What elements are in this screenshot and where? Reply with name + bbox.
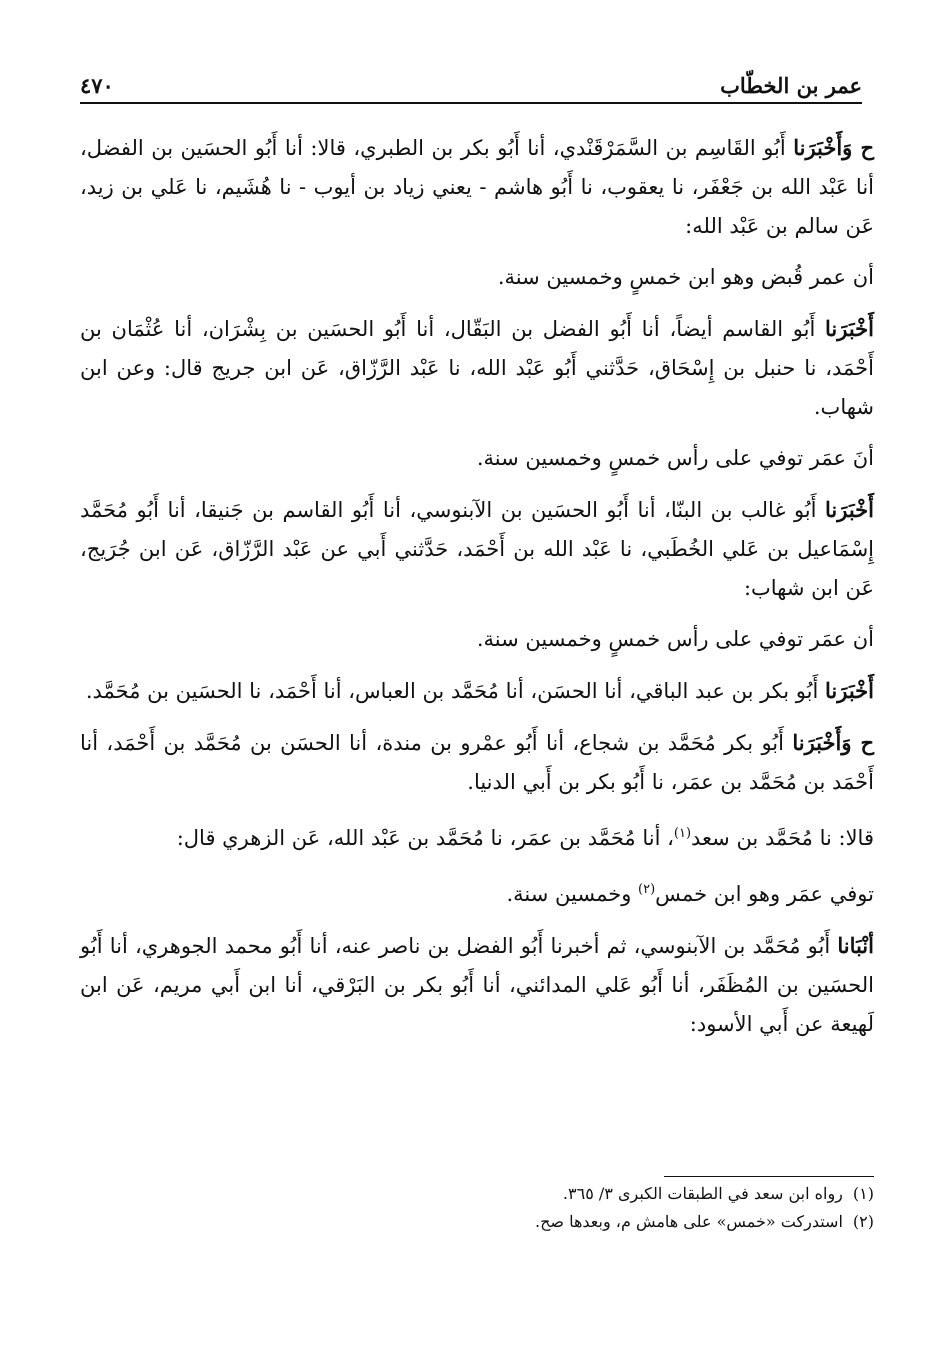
paragraph-text: قالا: نا مُحَمَّد بن سعد bbox=[691, 826, 874, 850]
paragraph bbox=[80, 870, 874, 914]
paragraph bbox=[80, 723, 874, 802]
main-text bbox=[80, 128, 874, 1056]
footnote-text: استدركت «خمس» على هامش م، وبعدها صح. bbox=[535, 1212, 843, 1231]
paragraph bbox=[80, 128, 874, 246]
footnote-divider bbox=[664, 1176, 874, 1177]
paragraph-text: أَبُو بكر مُحَمَّد بن شجاع، أنا أَبُو عمْرو بن مندة، أنا الحسَن بن مُحَمَّد بن أَحْمَد، أنا أَحْمَد بن مُحَمَّد بن عمَر، نا أَبُو بكر بن أَبي الدنيا. bbox=[80, 731, 874, 794]
paragraph-text: وخمسين سنة. bbox=[506, 882, 639, 906]
paragraph bbox=[80, 814, 874, 858]
paragraph bbox=[80, 620, 874, 659]
footnote-number: (١) bbox=[852, 1184, 874, 1203]
footnote-number: (٢) bbox=[852, 1212, 874, 1231]
paragraph-text: أن عمَر توفي على رأس خمسٍ وخمسين سنة. bbox=[476, 627, 874, 651]
paragraph-text: أَبُو بكر بن عبد الباقي، أنا الحسَن، أنا مُحَمَّد بن العباس، أنا أَحْمَد، نا الحسَين بن مُحَمَّد. bbox=[85, 679, 826, 703]
paragraph-text: توفي عمَر وهو ابن خمس bbox=[655, 882, 874, 906]
running-title: عمر بن الخطّاب bbox=[720, 73, 862, 98]
paragraph-lead: أَخْبَرَنا bbox=[825, 678, 874, 703]
footnote bbox=[80, 1208, 874, 1236]
page-number: ٤٧٠ bbox=[80, 73, 114, 98]
footnote-marker[interactable]: (١) bbox=[673, 826, 692, 841]
paragraph bbox=[80, 490, 874, 608]
paragraph-lead: أَخْبَرَنا bbox=[825, 316, 874, 341]
paragraph-text: أنَ عمَر توفي على رأس خمسٍ وخمسين سنة. bbox=[476, 446, 874, 470]
paragraph-lead: أنْبَانا bbox=[837, 933, 874, 958]
paragraph-text: أَبُو القاسم أيضاً، أنا أَبُو الفضل بن البَقّال، أنا أَبُو الحسَين بن بِشْرَان، أنا عُثْمَان بن أَحْمَد، نا حنبل بن إِسْحَاق، حَدَّثني أَبُو عَبْد الله، نا عَبْد الرَّزّاق، عَن ابن جريج قال: وعن ابن شهاب. bbox=[80, 317, 874, 419]
footnotes bbox=[80, 1180, 874, 1236]
paragraph bbox=[80, 926, 874, 1044]
page-header bbox=[80, 58, 862, 104]
paragraph bbox=[80, 439, 874, 478]
paragraph-text: ، أنا مُحَمَّد بن عمَر، نا مُحَمَّد بن عَبْد الله، عَن الزهري قال: bbox=[176, 826, 674, 850]
paragraph-text: أن عمر قُبض وهو ابن خمسٍ وخمسين سنة. bbox=[497, 265, 874, 289]
paragraph-lead: ح وَأَخْبَرَنا bbox=[793, 135, 874, 160]
paragraph-lead: أَخْبَرَنا bbox=[825, 497, 874, 522]
paragraph bbox=[80, 309, 874, 427]
footnote-text: رواه ابن سعد في الطبقات الكبرى ٣/ ٣٦٥. bbox=[562, 1184, 843, 1203]
paragraph-text: أَبُو مُحَمَّد بن الآبنوسي، ثم أخبرنا أَبُو الفضل بن ناصر عنه، أنا أَبُو محمد الجوهري، أنا أَبُو الحسَين بن المُظَفَر، أنا أَبُو عَلي المدائني، أنا أَبُو بكر بن البَرْقي، أنا ابن أَبي مريم، عَن ابن لَهيعة عن أَبي الأسود: bbox=[80, 934, 874, 1036]
paragraph-text: أَبُو غالب بن البنّا، أنا أَبُو الحسَين بن الآبنوسي، أنا أَبُو القاسم بن جَنيقا، أنا أَبُو مُحَمَّد إِسْمَاعيل بن عَلي الخُطَبي، نا عَبْد الله بن أَحْمَد، حَدَّثني أَبي عن عَبْد الرَّزّاق، عَن ابن جُرَيج، عَن ابن شهاب: bbox=[80, 498, 874, 600]
footnote-marker[interactable]: (٢) bbox=[638, 882, 656, 897]
footnote bbox=[80, 1180, 874, 1208]
paragraph bbox=[80, 671, 874, 711]
paragraph-text: أَبُو القَاسِم بن السَّمَرْقَنْدي، أنا أَبُو بكر بن الطبري، قالا: أنا أَبُو الحسَين بن الفضل، أنا عَبْد الله بن جَعْفَر، نا يعقوب، نا أَبُو هاشم - يعني زياد بن أيوب - نا هُشَيم، نا عَلي بن زيد، عَن سالم بن عَبْد الله: bbox=[80, 136, 874, 238]
paragraph bbox=[80, 258, 874, 297]
paragraph-lead: ح وَأَخْبَرَنا bbox=[792, 730, 875, 755]
